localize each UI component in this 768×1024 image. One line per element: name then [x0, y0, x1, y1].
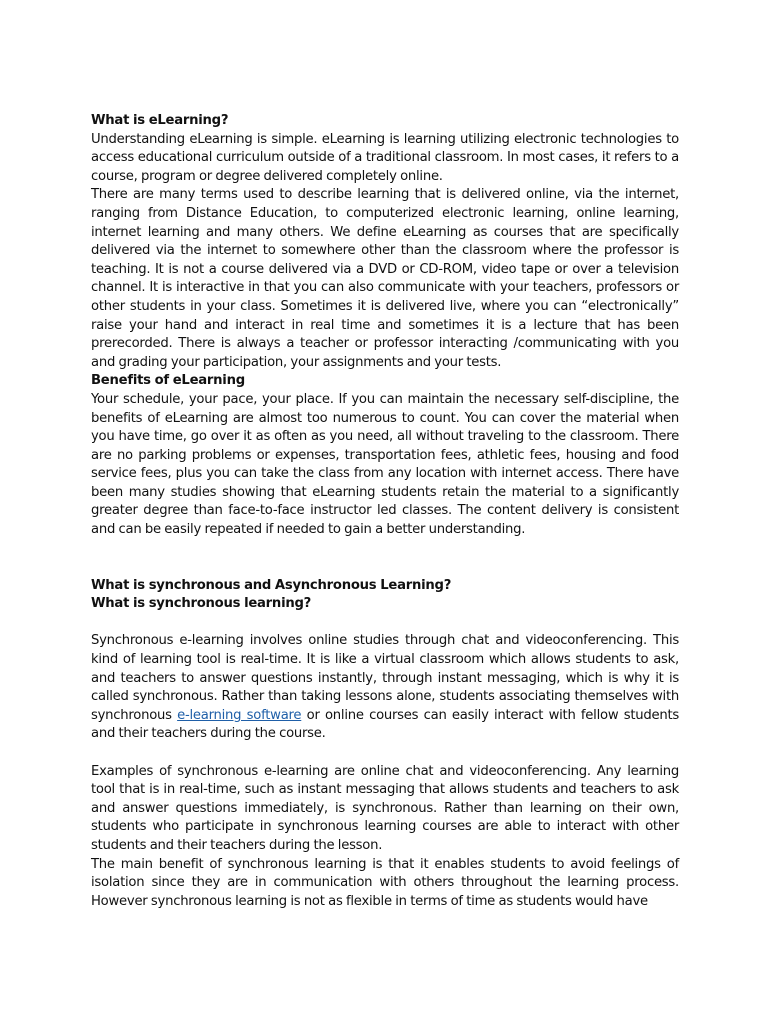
paragraph-spacer [91, 614, 679, 633]
paragraph-synchronous-intro-text: Synchronous e-learning involves online studies through chat and videoconferencing. This kind of learning tool is real-time. It is like a virtual classroom which allows students to ask, and teachers to answer questions instantly, through instant messaging, which is why it is called synchronous. Rather than taking lessons alone, students associating themselves with synchronous [91, 633, 679, 723]
paragraph-spacer [91, 744, 679, 763]
paragraph-synchronous-intro [91, 632, 679, 744]
paragraph-synchronous-intro-tail: or online courses can easily interact with fellow students and their teachers during the course. [91, 707, 679, 742]
paragraph-benefits: Your schedule, your pace, your place. If you can maintain the necessary self-discipline, the benefits of eLearning are almost too numerous to count. You can cover the material when you have time, go over it as often as you need, all without traveling to the classroom. There are no parking problems or expenses, transportation fees, athletic fees, housing and food service fees, plus you can take the class from any location with internet access. There have been many studies showing that eLearning students retain the material to a significantly greater degree than face-to-face instructor led classes. The content delivery is consistent and can be easily repeated if needed to gain a better understanding. [91, 391, 679, 538]
document-page [91, 112, 679, 911]
paragraph-elearning-definition: Understanding eLearning is simple. eLearning is learning utilizing electronic technologies to access educational curriculum outside of a traditional classroom. In most cases, it refers to a course, program or degree delivered completely online. [91, 131, 679, 184]
heading-synchronous-learning: What is synchronous learning? [91, 596, 312, 612]
section-spacer [91, 540, 679, 577]
heading-sync-async-learning: What is synchronous and Asynchronous Learning? [91, 577, 452, 593]
heading-benefits-of-elearning: Benefits of eLearning [91, 373, 245, 389]
elearning-software-link[interactable]: e-learning software [177, 707, 302, 723]
paragraph-elearning-terms: There are many terms used to describe learning that is delivered online, via the internet, ranging from Distance Education, to computerized electronic learning, online learning, internet learning and many others. We define eLearning as courses that are specifically delivered via the internet to somewhere other than the classroom where the professor is teaching. It is not a course delivered via a DVD or CD-ROM, video tape or over a television channel. It is interactive in that you can also communicate with your teachers, professors or other students in your class. Sometimes it is delivered live, where you can “electronically” raise your hand and interact in real time and sometimes it is a lecture that has been prerecorded. There is always a teacher or professor interacting /communicating with you and grading your participation, your assignments and your tests. [91, 187, 679, 370]
heading-what-is-elearning: What is eLearning? [91, 113, 229, 128]
paragraph-synchronous-benefit: The main benefit of synchronous learning is that it enables students to avoid feelings of isolation since they are in communication with others throughout the learning process. However synchronous learning is not as flexible in terms of time as students would have [91, 856, 679, 909]
paragraph-synchronous-examples: Examples of synchronous e-learning are online chat and videoconferencing. Any learning tool that is in real-time, such as instant messaging that allows students and teachers to ask and answer questions immediately, is synchronous. Rather than learning on their own, students who participate in synchronous learning courses are able to interact with other students and their teachers during the lesson. [91, 763, 679, 853]
